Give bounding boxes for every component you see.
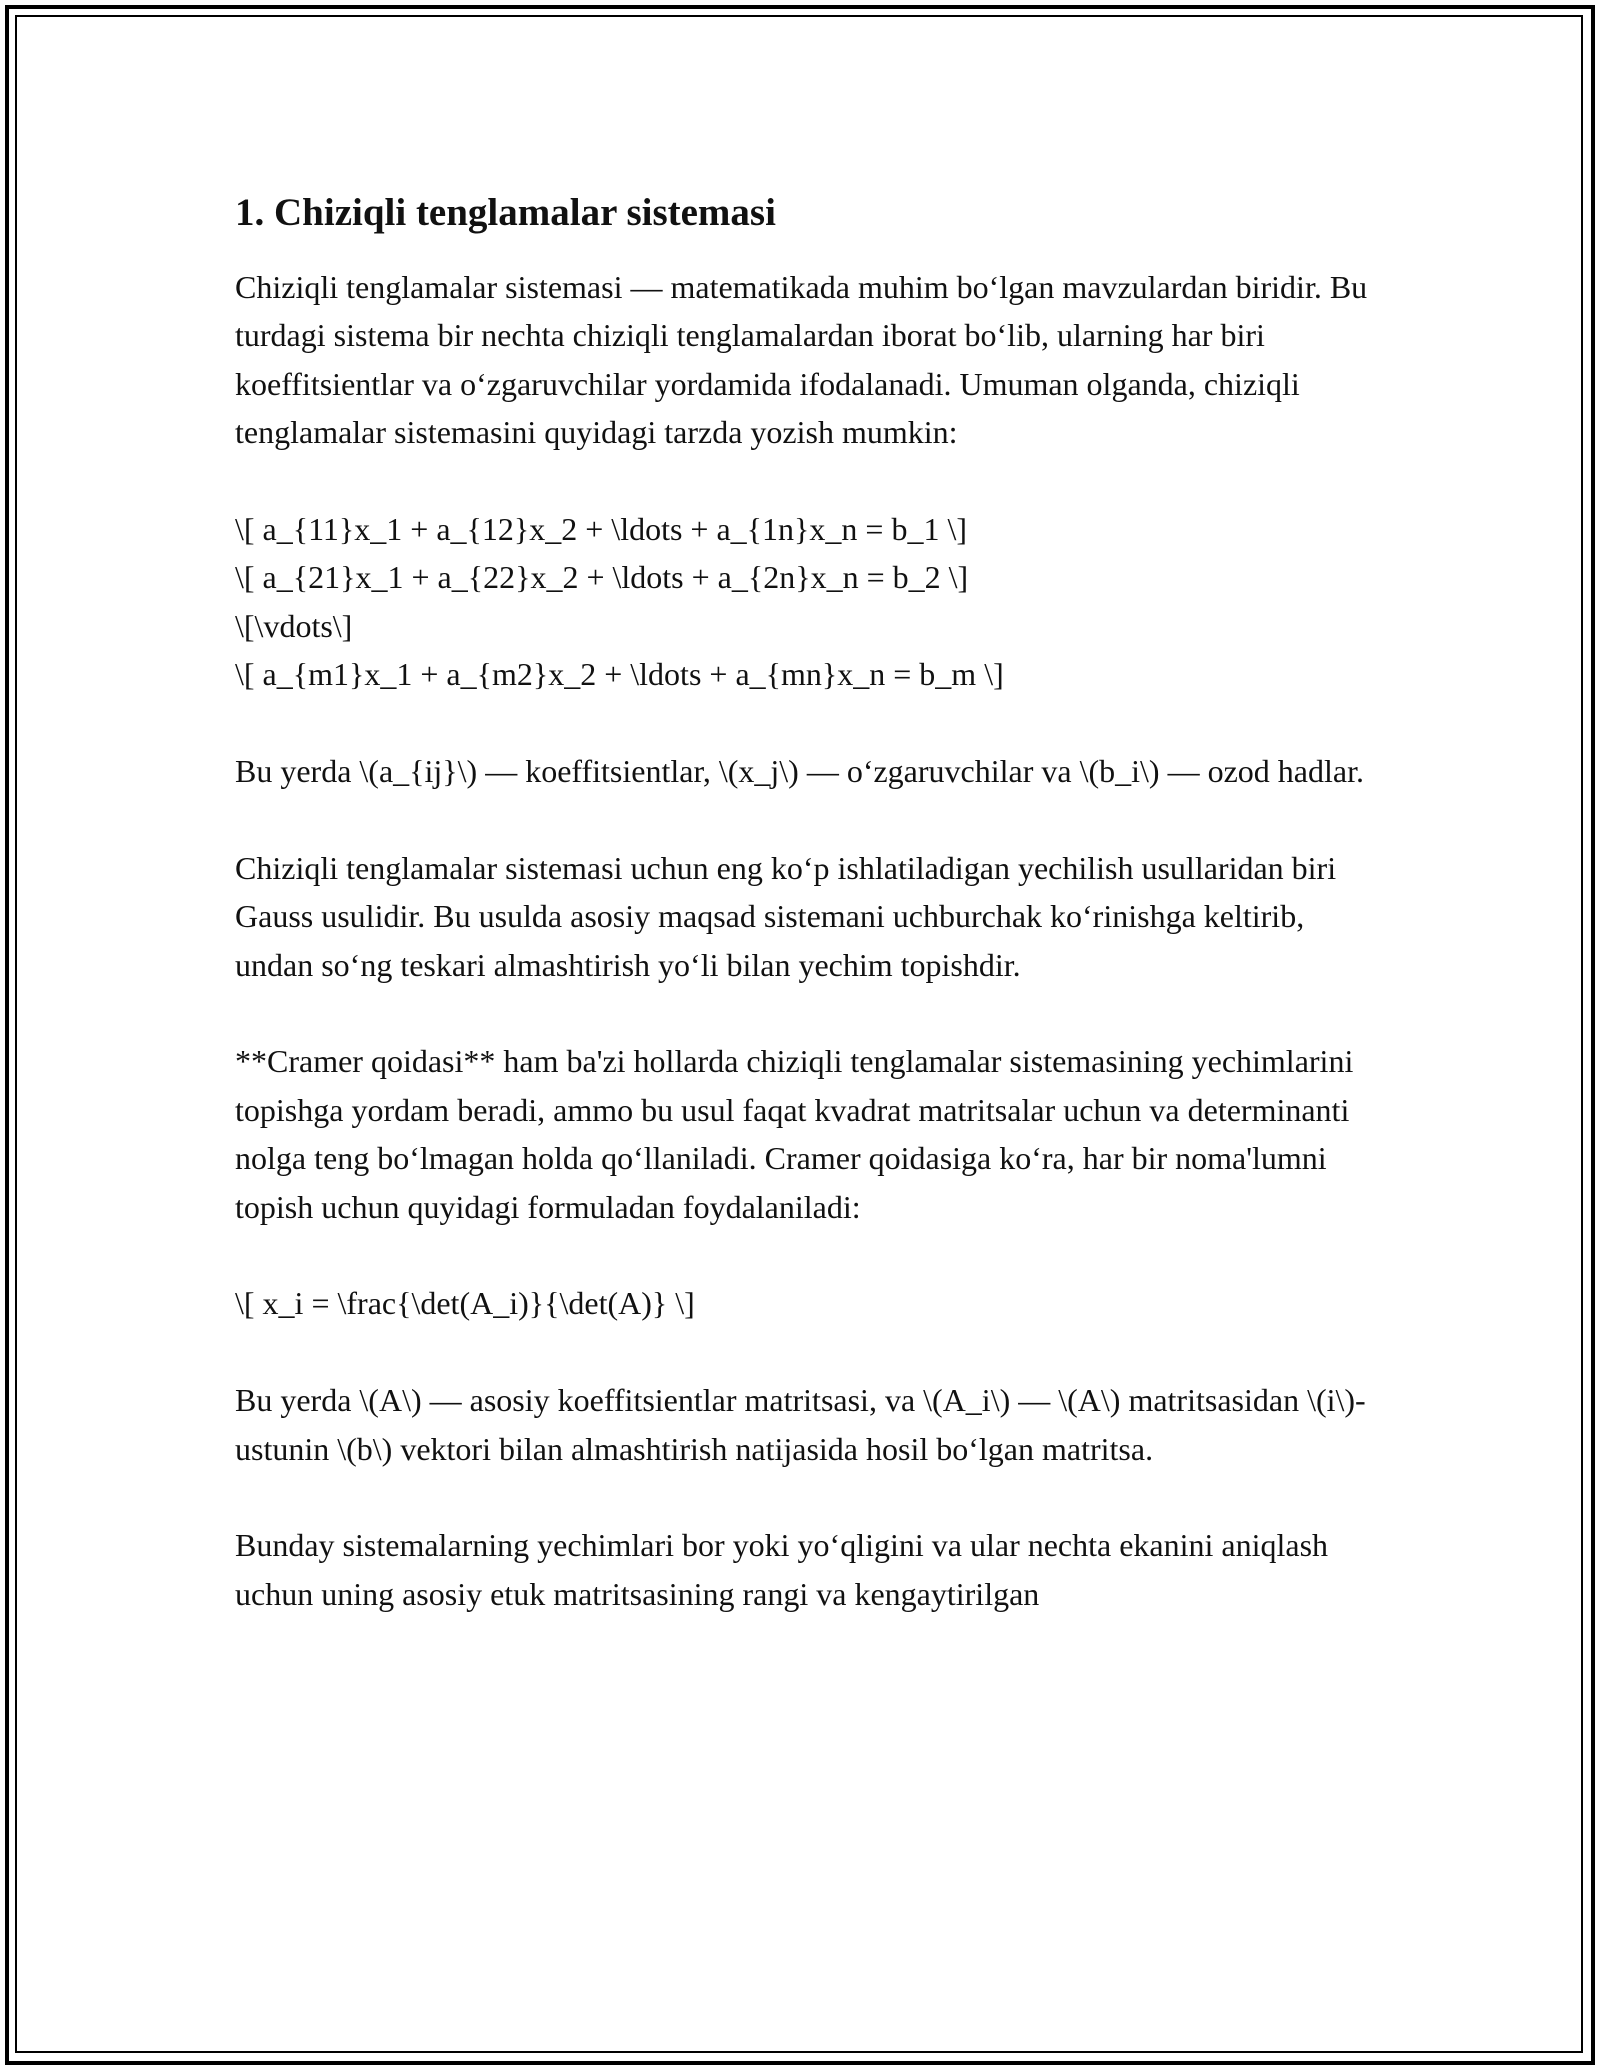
paragraph-rank: Bunday sistemalarning yechimlari bor yoki yo‘qligini va ular nechta ekanini aniqlash uchun uning asosiy etuk matritsasining rangi va kengaytirilgan <box>235 1527 1329 1612</box>
cramer-formula <box>235 1279 1375 1327</box>
paragraph-intro: Chiziqli tenglamalar sistemasi — matematikada muhim bo‘lgan mavzulardan biridir. Bu turdagi sistema bir nechta chiziqli tenglamalardan iborat bo‘lib, ularning har biri koeffitsientlar va o‘zgaruvchilar yordamida ifodalanadi. Umuman olganda, chiziqli tenglamalar sistemasini quyidagi tarzda yozish mumkin: <box>235 269 1368 451</box>
section-heading: 1. Chiziqli tenglamalar sistemasi <box>235 191 776 234</box>
paragraph-matrix-definition: Bu yerda \(A\) — asosiy koeffitsientlar matritsasi, va \(A_i\) — \(A\) matritsasidan \(i\)-ustunin \(b\) vektori bilan almashtirish natijasida hosil bo‘lgan matritsa. <box>235 1382 1366 1467</box>
equation-line-1: \[ a_{11}x_1 + a_{12}x_2 + \ldots + a_{1n}x_n = b_1 \] <box>235 511 967 548</box>
equation-line-m: \[ a_{m1}x_1 + a_{m2}x_2 + \ldots + a_{mn}x_n = b_m \] <box>235 656 1004 693</box>
equation-line-vdots: \[\vdots\] <box>235 607 353 644</box>
paragraph-cramer: **Cramer qoidasi** ham ba'zi hollarda chiziqli tenglamalar sistemasining yechimlarini topishga yordam beradi, ammo bu usul faqat kvadrat matritsalar uchun va determinanti nolga teng bo‘lmagan holda qo‘llaniladi. Cramer qoidasiga ko‘ra, har bir noma'lumni topish uchun quyidagi formuladan foydalaniladi: <box>235 1043 1354 1225</box>
equation-system <box>235 505 1375 699</box>
paragraph-notation: Bu yerda \(a_{ij}\) — koeffitsientlar, \(x_j\) — o‘zgaruvchilar va \(b_i\) — ozod hadlar. <box>235 753 1364 790</box>
equation-line-2: \[ a_{21}x_1 + a_{22}x_2 + \ldots + a_{2n}x_n = b_2 \] <box>235 559 969 596</box>
document-body <box>235 185 1375 1667</box>
paragraph-gauss: Chiziqli tenglamalar sistemasi uchun eng ko‘p ishlatiladigan yechilish usullaridan biri Gauss usulidir. Bu usulda asosiy maqsad sistemani uchburchak ko‘rinishga keltirib, undan so‘ng teskari almashtirish yo‘li bilan yechim topishdir. <box>235 849 1337 983</box>
cramer-formula-line: \[ x_i = \frac{\det(A_i)}{\det(A)} \] <box>235 1285 695 1322</box>
